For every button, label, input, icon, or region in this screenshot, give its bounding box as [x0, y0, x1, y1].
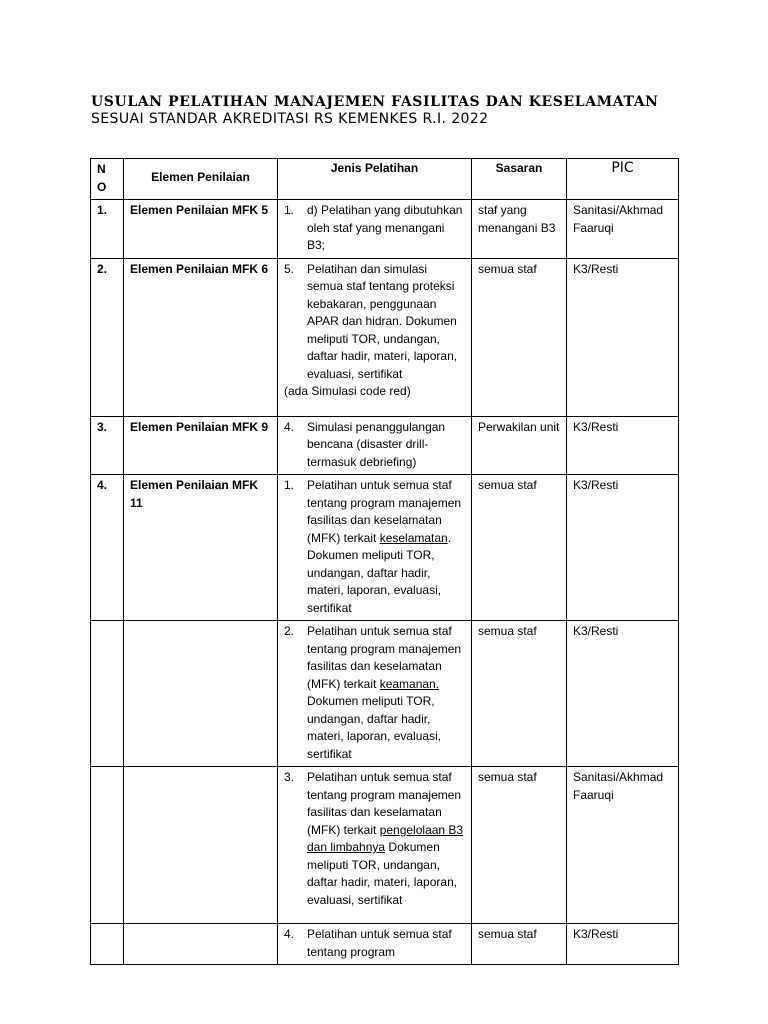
jenis-text-underlined: pengelolaan B3 dan limbahnya	[307, 822, 464, 854]
jenis-number: 4.	[284, 419, 295, 434]
row-elemen	[124, 621, 278, 767]
jenis-number: 5.	[284, 261, 295, 276]
row-pic: Sanitasi/Akhmad Faaruqi	[567, 200, 679, 259]
table-row	[91, 416, 679, 475]
training-table	[90, 158, 679, 965]
header-no: N O	[91, 159, 124, 200]
row-no	[91, 924, 124, 965]
row-pic: K3/Resti	[567, 924, 679, 965]
jenis-text: Simulasi penanggulangan bencana (disaster drill-termasuk debriefing)	[307, 419, 446, 469]
header-pic: PIC	[567, 159, 679, 200]
table-row	[91, 767, 679, 924]
row-sasaran: semua staf	[472, 258, 567, 416]
jenis-text-pre: Pelatihan untuk semua staf tentang program manajemen fasilitas dan keselamatan (MFK) terkait	[307, 770, 462, 837]
row-elemen: Elemen Penilaian MFK 5	[124, 200, 278, 259]
row-sasaran: semua staf	[472, 767, 567, 924]
jenis-text-post: . Dokumen meliputi TOR, undangan, daftar hadir, materi, laporan, evaluasi, sertifikat	[307, 530, 452, 615]
row-sasaran: staf yang menangani B3	[472, 200, 567, 259]
jenis-number: 2.	[284, 624, 295, 638]
row-elemen: Elemen Penilaian MFK 6	[124, 258, 278, 416]
header-elemen: Elemen Penilaian	[124, 159, 278, 200]
row-no	[91, 621, 124, 767]
row-jenis	[278, 767, 472, 924]
table-row	[91, 200, 679, 259]
jenis-text-post: Dokumen meliputi TOR, undangan, daftar hadir, materi, laporan, evaluasi, sertifikat	[307, 840, 458, 907]
jenis-text: Pelatihan dan simulasi semua staf tentang proteksi kebakaran, penggunaan APAR dan hidran. Dokumen meliputi TOR, undangan, daftar hadir, materi, laporan, evaluasi, sertifikat	[307, 261, 458, 381]
table-row	[91, 924, 679, 965]
table-row	[91, 258, 679, 416]
row-elemen: Elemen Penilaian MFK 9	[124, 416, 278, 475]
table-row	[91, 475, 679, 621]
row-sasaran: Perwakilan unit	[472, 416, 567, 475]
row-jenis	[278, 200, 472, 259]
row-pic: K3/Resti	[567, 475, 679, 621]
jenis-text	[307, 623, 465, 763]
row-no: 2.	[91, 258, 124, 416]
row-jenis	[278, 475, 472, 621]
jenis-text: Pelatihan untuk semua staf tentang program	[307, 927, 452, 959]
jenis-number: 1.	[284, 478, 295, 492]
row-pic: Sanitasi/Akhmad Faaruqi	[567, 767, 679, 924]
table-header-row	[91, 159, 679, 200]
jenis-text	[307, 769, 465, 909]
jenis-text-post: Dokumen meliputi TOR, undangan, daftar hadir, materi, laporan, evaluasi, sertifikat	[307, 694, 442, 761]
row-elemen	[124, 924, 278, 965]
row-no: 1.	[91, 200, 124, 259]
jenis-text-pre: Pelatihan untuk semua staf tentang program manajemen fasilitas dan keselamatan (MFK) terkait	[307, 624, 462, 691]
document-title: USULAN PELATIHAN MANAJEMEN FASILITAS DAN KESELAMATAN	[91, 94, 659, 110]
row-no: 4.	[91, 475, 124, 621]
jenis-extra: (ada Simulasi code red)	[284, 384, 411, 398]
jenis-text	[307, 477, 465, 617]
jenis-number: 1.	[284, 203, 295, 217]
row-jenis	[278, 416, 472, 475]
row-jenis	[278, 258, 472, 416]
row-pic: K3/Resti	[567, 258, 679, 416]
jenis-text-underlined: keselamatan	[379, 530, 448, 545]
jenis-text-underlined: keamanan.	[379, 676, 440, 691]
row-sasaran: semua staf	[472, 621, 567, 767]
table-row	[91, 621, 679, 767]
header-jenis-pelatihan: Jenis Pelatihan	[278, 159, 472, 200]
row-no	[91, 767, 124, 924]
jenis-text-pre: Pelatihan untuk semua staf tentang program manajemen fasilitas dan keselamatan (MFK) terkait	[307, 478, 462, 545]
document-subtitle: SESUAI STANDAR AKREDITASI RS KEMENKES R.I. 2022	[91, 111, 489, 127]
row-elemen	[124, 767, 278, 924]
row-pic: K3/Resti	[567, 621, 679, 767]
row-pic: K3/Resti	[567, 416, 679, 475]
row-sasaran: semua staf	[472, 924, 567, 965]
row-jenis	[278, 924, 472, 965]
row-elemen: Elemen Penilaian MFK 11	[124, 475, 278, 621]
header-sasaran: Sasaran	[472, 159, 567, 200]
jenis-text: d) Pelatihan yang dibutuhkan oleh staf yang menangani B3;	[307, 203, 463, 252]
row-jenis	[278, 621, 472, 767]
row-sasaran: semua staf	[472, 475, 567, 621]
row-no: 3.	[91, 416, 124, 475]
jenis-number: 3.	[284, 770, 295, 784]
jenis-number: 4.	[284, 927, 295, 941]
